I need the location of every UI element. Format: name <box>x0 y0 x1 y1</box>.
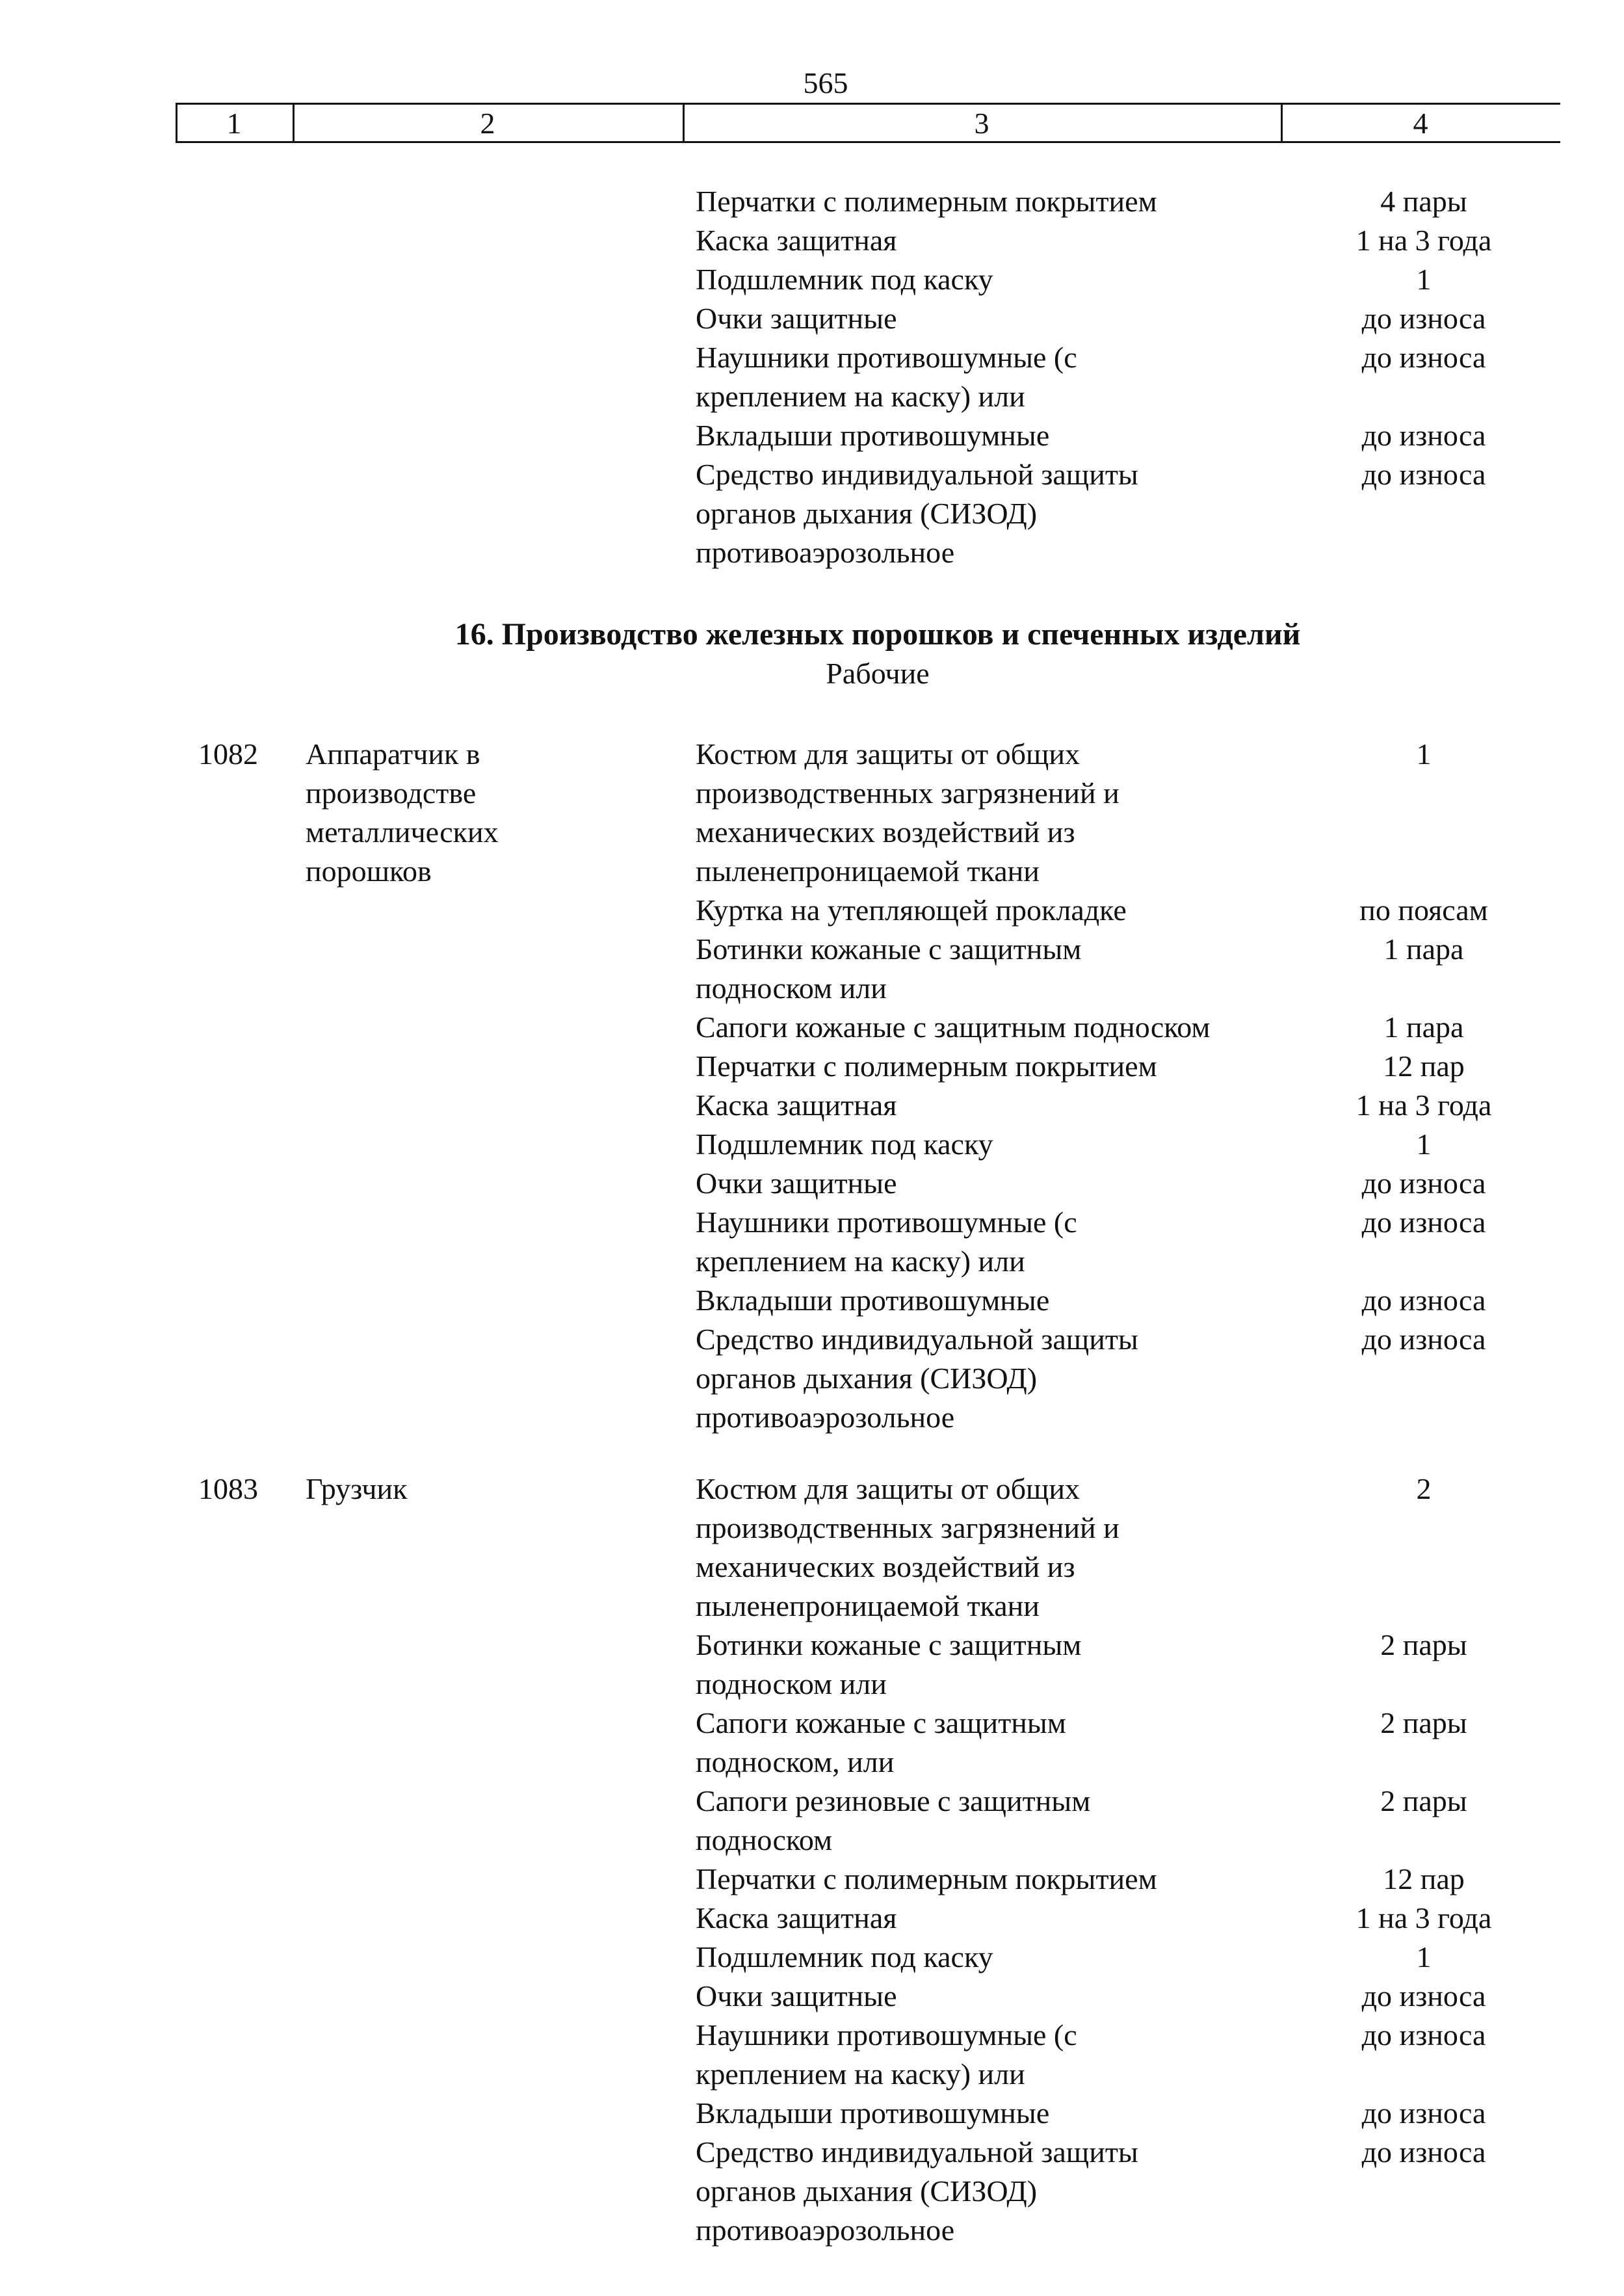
item-name: Средство индивидуальной защиты органов дыхания (СИЗОД) противоаэрозольное <box>696 1323 1138 1434</box>
item-name: Наушники противошумные (с креплением на каску) или <box>696 341 1077 413</box>
item-quantity: до износа <box>1361 1284 1486 1317</box>
item-name: Каска защитная <box>696 1089 897 1122</box>
item-name: Очки защитные <box>696 302 897 335</box>
table-header <box>176 103 1560 143</box>
header-col-2: 2 <box>480 107 495 140</box>
item-quantity: 2 пары <box>1380 1706 1467 1739</box>
item-quantity: 12 пар <box>1383 1049 1465 1083</box>
item-quantity: до износа <box>1361 1167 1486 1200</box>
profession-number: 1082 <box>198 737 258 771</box>
item-name: Сапоги кожаные с защитным подноском, или <box>696 1706 1066 1778</box>
item-name: Каска защитная <box>696 1901 897 1934</box>
item-name: Подшлемник под каску <box>696 1940 993 1973</box>
item-name: Подшлемник под каску <box>696 1128 993 1161</box>
header-col-4: 4 <box>1413 107 1428 140</box>
item-quantity: 2 <box>1416 1472 1432 1505</box>
item-name: Перчатки с полимерным покрытием <box>696 1862 1157 1895</box>
item-name: Перчатки с полимерным покрытием <box>696 185 1157 218</box>
item-name: Сапоги резиновые с защитным подноском <box>696 1784 1091 1856</box>
item-name: Средство индивидуальной защиты органов дыхания (СИЗОД) противоаэрозольное <box>696 458 1138 569</box>
item-name: Очки защитные <box>696 1979 897 2012</box>
page-number: 565 <box>803 66 848 99</box>
item-quantity: 1 на 3 года <box>1356 1089 1492 1122</box>
header-col-3: 3 <box>974 107 989 140</box>
item-quantity: до износа <box>1361 2018 1486 2052</box>
item-quantity: до износа <box>1361 2096 1486 2130</box>
item-name: Куртка на утепляющей прокладке <box>696 893 1127 927</box>
item-quantity: 1 пара <box>1383 932 1464 966</box>
item-quantity: 1 <box>1416 263 1432 296</box>
item-name: Средство индивидуальной защиты органов дыхания (СИЗОД) противоаэрозольное <box>696 2135 1138 2247</box>
item-quantity: 1 пара <box>1383 1010 1464 1044</box>
profession-name: Аппаратчик в производстве металлических порошков <box>306 737 499 888</box>
item-name: Вкладыши противошумные <box>696 2096 1050 2130</box>
item-name: Костюм для защиты от общих производственных загрязнений и механических воздействий из пыленепроницаемой ткани <box>696 1472 1120 1622</box>
section-title: 16. Производство железных порошков и спеченных изделий <box>454 617 1301 652</box>
item-name: Вкладыши противошумные <box>696 419 1050 452</box>
profession-number: 1083 <box>198 1472 258 1505</box>
item-name: Наушники противошумные (с креплением на каску) или <box>696 1206 1077 1278</box>
item-quantity: 1 <box>1416 1128 1432 1161</box>
header-col-1: 1 <box>226 107 242 140</box>
item-quantity: 4 пары <box>1380 185 1467 218</box>
item-quantity: 2 пары <box>1380 1784 1467 1817</box>
item-quantity: до износа <box>1361 1206 1486 1239</box>
item-name: Подшлемник под каску <box>696 263 993 296</box>
item-quantity: 1 на 3 года <box>1356 224 1492 257</box>
item-name: Очки защитные <box>696 1167 897 1200</box>
item-quantity: 12 пар <box>1383 1862 1465 1895</box>
item-name: Вкладыши противошумные <box>696 1284 1050 1317</box>
item-name: Перчатки с полимерным покрытием <box>696 1049 1157 1083</box>
item-name: Ботинки кожаные с защитным подноском или <box>696 1628 1082 1700</box>
item-quantity: 1 на 3 года <box>1356 1901 1492 1934</box>
item-name: Костюм для защиты от общих производственных загрязнений и механических воздействий из пыленепроницаемой ткани <box>696 737 1120 888</box>
profession-name: Грузчик <box>306 1472 408 1505</box>
item-name: Сапоги кожаные с защитным подноском <box>696 1010 1211 1044</box>
item-quantity: до износа <box>1361 419 1486 452</box>
item-quantity: до износа <box>1361 1979 1486 2012</box>
item-quantity: до износа <box>1361 341 1486 374</box>
item-quantity: до износа <box>1361 2135 1486 2169</box>
item-quantity: 2 пары <box>1380 1628 1467 1661</box>
item-name: Наушники противошумные (с креплением на каску) или <box>696 2018 1077 2091</box>
item-quantity: по поясам <box>1359 893 1488 927</box>
item-quantity: 1 <box>1416 737 1432 771</box>
item-quantity: до износа <box>1361 302 1486 335</box>
item-name: Ботинки кожаные с защитным подноском или <box>696 932 1082 1005</box>
item-quantity: до износа <box>1361 1323 1486 1356</box>
item-quantity: 1 <box>1416 1940 1432 1973</box>
item-name: Каска защитная <box>696 224 897 257</box>
item-quantity: до износа <box>1361 458 1486 491</box>
section-subtitle: Рабочие <box>826 657 930 690</box>
